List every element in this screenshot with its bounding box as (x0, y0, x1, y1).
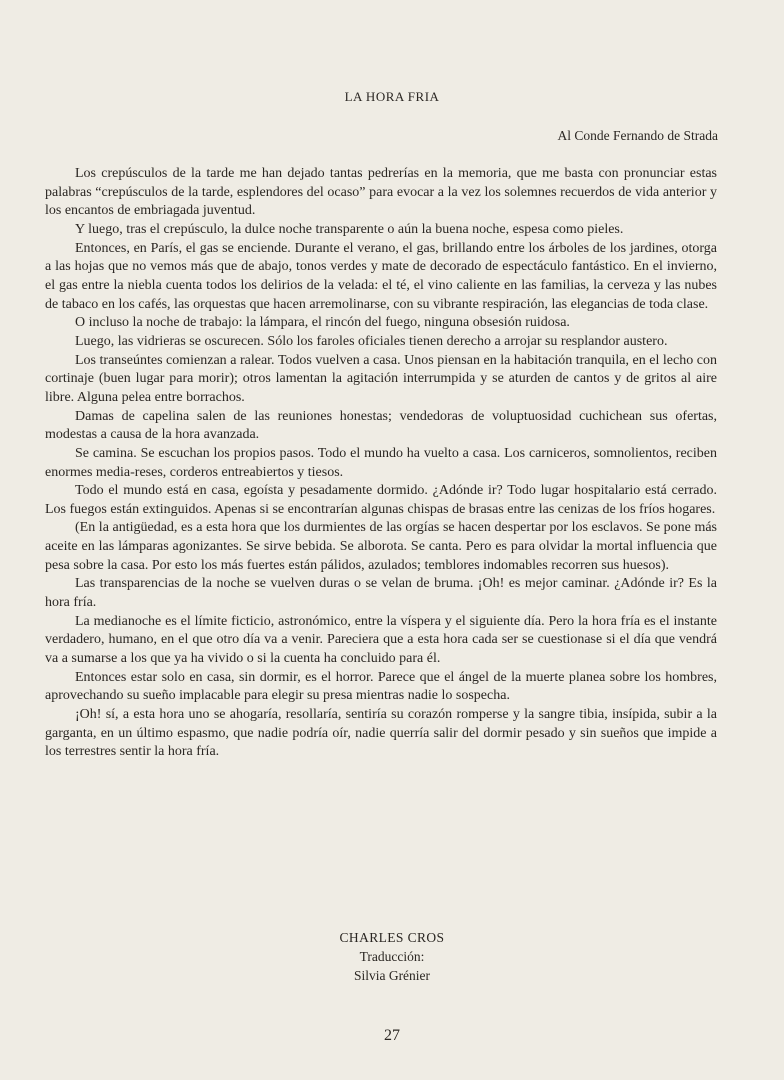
signature-block (0, 928, 784, 985)
paragraph: Se camina. Se escuchan los propios pasos. Todo el mundo ha vuelto a casa. Los carniceros, somnolientos, reciben enormes media-reses, corderos entreabiertos y tiesos. (45, 445, 717, 480)
paragraph: O incluso la noche de trabajo: la lámpara, el rincón del fuego, ninguna obsesión ruidosa. (75, 315, 570, 331)
paragraph: Entonces estar solo en casa, sin dormir, es el horror. Parece que el ángel de la muerte planea sobre los hombres, aprovechando su sueño implacable para elegir su presa mientras nadie lo sospecha. (45, 669, 717, 704)
paragraph: Todo el mundo está en casa, egoísta y pesadamente dormido. ¿Adónde ir? Todo lugar hospitalario está cerrado. Los fuegos están extinguidos. Apenas si se encontrarían algunas chispas de brasas entre las cenizas de los fríos hogares. (45, 483, 717, 517)
translation-label: Traducción: (359, 949, 425, 964)
page-number: 27 (384, 1027, 400, 1044)
paragraph: Damas de capelina salen de las reuniones honestas; vendedoras de voluptuosidad cuchichean sus ofertas, modestas a causa de la hora avanzada. (45, 408, 717, 443)
paragraph: Los crepúsculos de la tarde me han dejado tantas pedrerías en la memoria, que me basta con pronunciar estas palabras “crepúsculos de la tarde, esplendores del ocaso” para evocar a la vez los solemnes recuerdos de vida anterior y los encantos de embriagada juventud. (45, 166, 717, 219)
body-text (45, 165, 717, 762)
paragraph: (En la antigüedad, es a esta hora que los durmientes de las orgías se hacen despertar por los esclavos. Se pone más aceite en las lámparas agonizantes. Se sirve bebida. Se alborota. Se canta. Pero es para olvidar la mortal influencia que pesa sobre la casa. Por esto los más fuertes están pálidos, azulados; temblores indomables recorren sus huesos). (45, 520, 717, 573)
paragraph: La medianoche es el límite ficticio, astronómico, entre la víspera y el siguiente día. Pero la hora fría es el instante verdadero, humano, en el que otro día va a venir. Pareciera que a esta hora cada ser se cuestionase si el día que vendrá va a sumarse a los que ya ha vivido o si la cuenta ha concluido para él. (45, 613, 717, 667)
paragraph: Las transparencias de la noche se vuelven duras o se velan de bruma. ¡Oh! es mejor caminar. ¿Adónde ir? Es la hora fría. (45, 576, 717, 611)
paragraph: Y luego, tras el crepúsculo, la dulce noche transparente o aún la buena noche, espesa como pieles. (75, 221, 624, 237)
paragraph: Los transeúntes comienzan a ralear. Todos vuelven a casa. Unos piensan en la habitación tranquila, en el lecho con cortinaje (buen lugar para morir); otros lamentan la agitación interrumpida y se aturden de cantos y de gritos al aire libre. Alguna pelea entre borrachos. (45, 352, 717, 405)
page-title: LA HORA FRIA (344, 89, 440, 104)
paragraph: ¡Oh! sí, a esta hora uno se ahogaría, resollaría, sentiría su corazón romperse y la sangre tibia, insípida, subir a la garganta, en un último espasmo, que nadie podría oír, nadie querría salir del dormir pesado y sin sueños que impide a los terrestres sentir la hora fría. (45, 707, 717, 760)
paragraph: Luego, las vidrieras se oscurecen. Sólo los faroles oficiales tienen derecho a arrojar su resplandor austero. (75, 333, 668, 349)
author-name: CHARLES CROS (339, 930, 445, 945)
dedication: Al Conde Fernando de Strada (557, 128, 718, 143)
translator-name: Silvia Grénier (353, 968, 431, 983)
paragraph: Entonces, en París, el gas se enciende. Durante el verano, el gas, brillando entre los árboles de los jardines, otorga a las hojas que no vemos más que de abajo, tonos verdes y mate de decorado de espectáculo fantástico. En el invierno, el gas entre la niebla cuenta todos los delirios de la velada: el té, el vino caliente en las familias, la cerveza y las nubes de tabaco en los cafés, las orquestas que hacen arremolinarse, con su vibrante respiración, las elegancias de toda clase. (45, 240, 717, 312)
